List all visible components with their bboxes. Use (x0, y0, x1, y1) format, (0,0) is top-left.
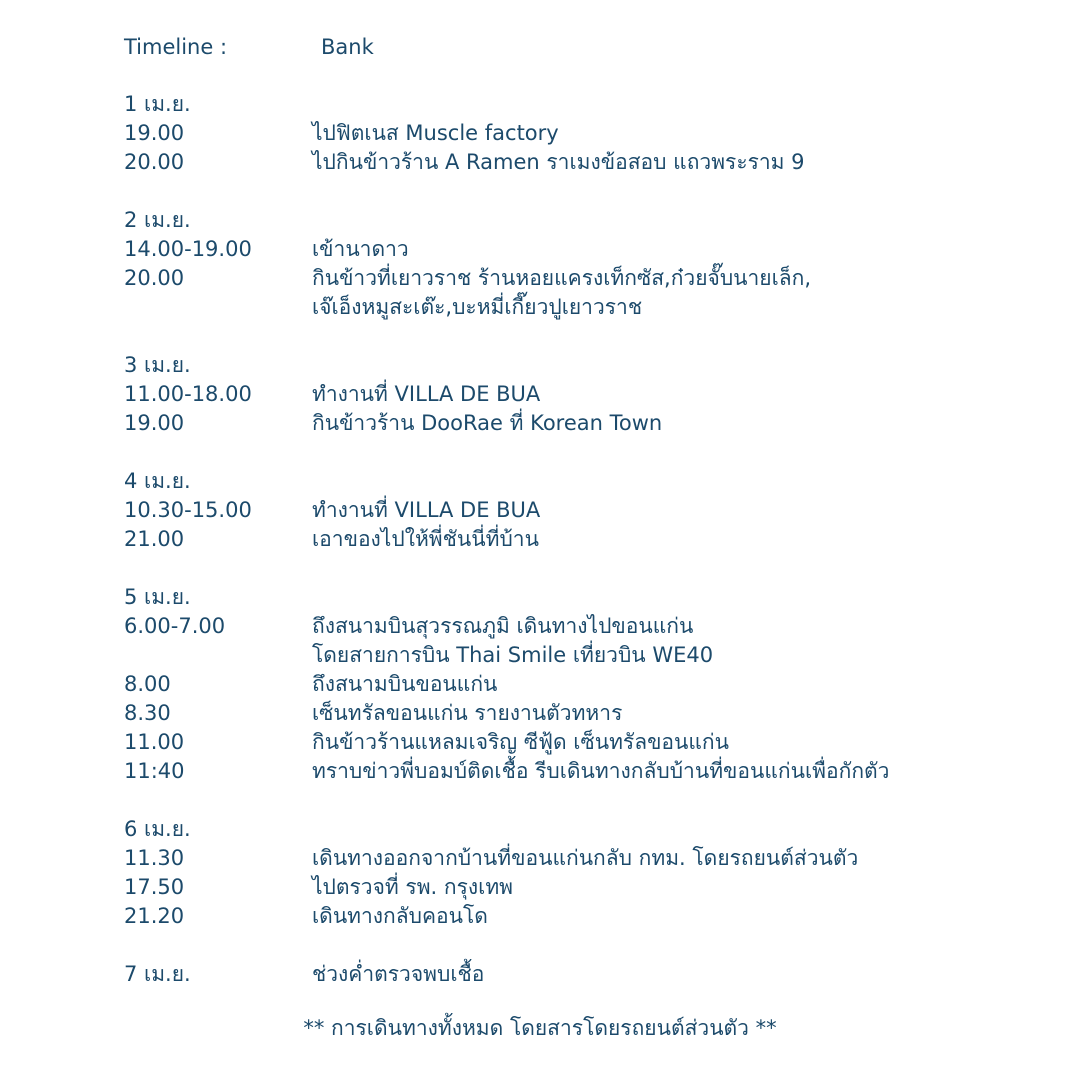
entry-time: 10.30-15.00 (124, 498, 252, 522)
entry-description-line: เดินทางกลับคอนโด (312, 904, 488, 928)
timeline-entry (124, 235, 1024, 264)
timeline-entry (124, 873, 1024, 902)
entry-description (312, 525, 1024, 554)
day-block (124, 206, 1024, 322)
entry-description (312, 409, 1024, 438)
day-block (124, 90, 1024, 177)
entry-description (312, 264, 1024, 322)
entry-description-line: ถึงสนามบินขอนแก่น (312, 672, 498, 696)
entry-time: 8.00 (124, 672, 171, 696)
entry-description-line: ไปฟิตเนส Muscle factory (312, 121, 559, 145)
footer-note: ** การเดินทางทั้งหมด โดยสารโดยรถยนต์ส่วนตัว ** (303, 1016, 777, 1040)
entry-description-line: โดยสายการบิน Thai Smile เที่ยวบิน WE40 (312, 643, 714, 667)
timeline-entry (124, 264, 1024, 322)
entry-description-line: เจ๊เอ็งหมูสะเต๊ะ,บะหมี่เกี๊ยวปูเยาวราช (312, 295, 643, 319)
entry-time: 6.00-7.00 (124, 614, 226, 638)
day-date: 3 เม.ย. (124, 353, 191, 377)
day-date: 7 เม.ย. (124, 962, 191, 986)
day-block (124, 351, 1024, 438)
entry-description: ช่วงค่ำตรวจพบเชื้อ (312, 962, 485, 986)
entry-description-line: ทำงานที่ VILLA DE BUA (312, 498, 541, 522)
timeline-entry (124, 148, 1024, 177)
header (124, 30, 1024, 64)
timeline-entry (124, 699, 1024, 728)
timeline-entry (124, 670, 1024, 699)
timeline-entry (124, 844, 1024, 873)
timeline-label: Timeline : (124, 35, 228, 59)
entry-description (312, 496, 1024, 525)
entry-time: 14.00-19.00 (124, 237, 252, 261)
entry-description-line: กินข้าวที่เยาวราช ร้านหอยแครงเท็กซัส,ก๋วยจั๊บนายเล็ก, (312, 266, 812, 290)
entry-description-line: กินข้าวร้าน DooRae ที่ Korean Town (312, 411, 663, 435)
entry-time: 19.00 (124, 121, 185, 145)
entry-description (312, 873, 1024, 902)
timeline-days (124, 90, 1024, 1018)
entry-description (312, 728, 1024, 757)
entry-description (312, 844, 1024, 873)
entry-description-line: กินข้าวร้านแหลมเจริญ ซีฟู้ด เซ็นทรัลขอนแก่น (312, 730, 729, 754)
day-date: 2 เม.ย. (124, 208, 191, 232)
entry-time: 8.30 (124, 701, 171, 725)
timeline-entry (124, 409, 1024, 438)
timeline-entry (124, 119, 1024, 148)
entry-time: 21.00 (124, 527, 185, 551)
entry-description (312, 235, 1024, 264)
entry-description-line: เอาของไปให้พี่ชันนี่ที่บ้าน (312, 527, 539, 551)
entry-description (312, 757, 1024, 786)
entry-description-line: ทำงานที่ VILLA DE BUA (312, 382, 541, 406)
entry-time: 11.00 (124, 730, 185, 754)
entry-time: 17.50 (124, 875, 185, 899)
timeline-entry (124, 496, 1024, 525)
entry-time: 11.30 (124, 846, 185, 870)
timeline-entry (124, 612, 1024, 670)
timeline-entry (124, 525, 1024, 554)
entry-time: 11:40 (124, 759, 185, 783)
timeline-entry (124, 380, 1024, 409)
entry-time: 19.00 (124, 411, 185, 435)
entry-time: 20.00 (124, 150, 185, 174)
day-block (124, 467, 1024, 554)
entry-description-line: ไปตรวจที่ รพ. กรุงเทพ (312, 875, 514, 899)
entry-description-line: ทราบข่าวพี่บอมบ์ติดเชื้อ รีบเดินทางกลับบ้านที่ขอนแก่นเพื่อกักตัว (312, 759, 890, 783)
entry-description (312, 902, 1024, 931)
day-date: 6 เม.ย. (124, 817, 191, 841)
entry-description-line: ถึงสนามบินสุวรรณภูมิ เดินทางไปขอนแก่น (312, 614, 694, 638)
timeline-entry (124, 728, 1024, 757)
day-date: 4 เม.ย. (124, 469, 191, 493)
entry-description-line: เซ็นทรัลขอนแก่น รายงานตัวทหาร (312, 701, 623, 725)
entry-description (312, 699, 1024, 728)
entry-description-line: เข้านาดาว (312, 237, 409, 261)
entry-description (312, 670, 1024, 699)
entry-description (312, 148, 1024, 177)
entry-description (312, 119, 1024, 148)
entry-time: 21.20 (124, 904, 185, 928)
entry-description (312, 380, 1024, 409)
day-date: 1 เม.ย. (124, 92, 191, 116)
day-block-last (124, 960, 1024, 989)
day-block (124, 815, 1024, 931)
entry-time: 11.00-18.00 (124, 382, 252, 406)
person-name: Bank (321, 35, 374, 59)
day-date: 5 เม.ย. (124, 585, 191, 609)
entry-time: 20.00 (124, 266, 185, 290)
timeline-entry (124, 757, 1024, 786)
entry-description (312, 612, 1024, 670)
timeline-entry (124, 902, 1024, 931)
day-block (124, 583, 1024, 786)
entry-description-line: ไปกินข้าวร้าน A Ramen ราเมงข้อสอบ แถวพระราม 9 (312, 150, 805, 174)
entry-description-line: เดินทางออกจากบ้านที่ขอนแก่นกลับ กทม. โดยรถยนต์ส่วนตัว (312, 846, 859, 870)
